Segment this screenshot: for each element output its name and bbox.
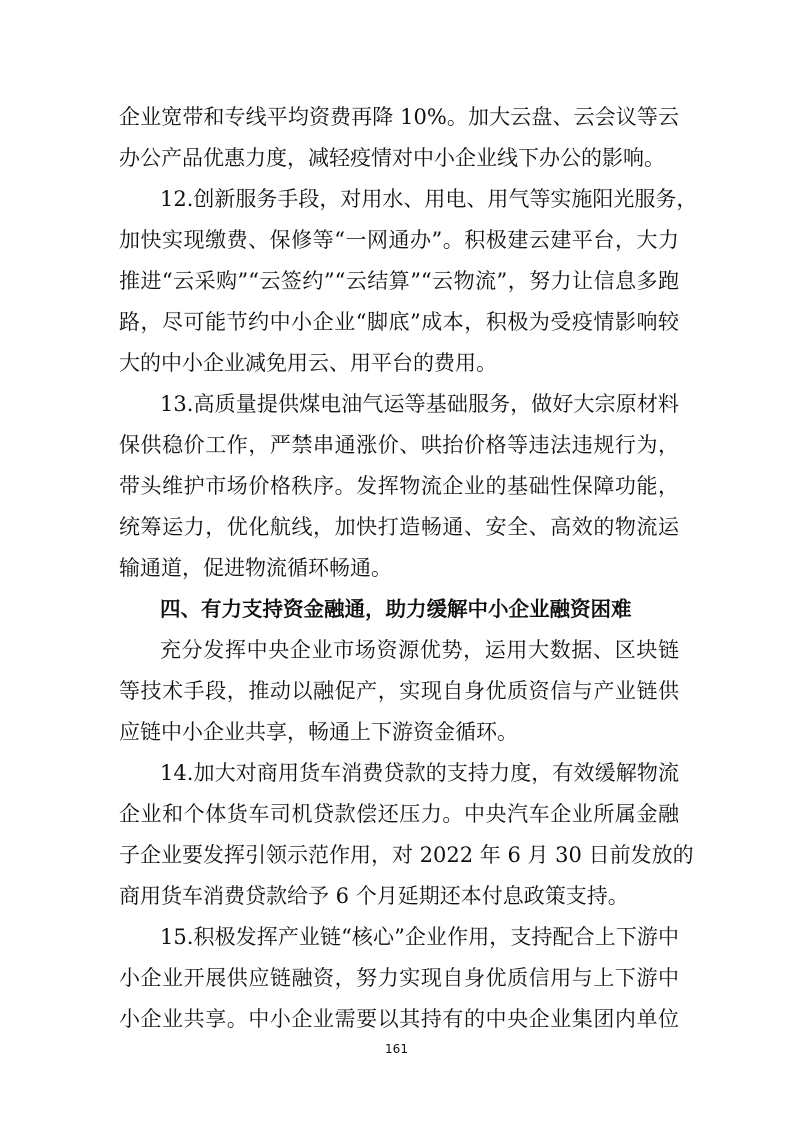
section-heading: 四、有力支持资金融通，助力缓解中小企业融资困难	[160, 597, 632, 621]
body-text-line: 企业宽带和专线平均资费再降 10%。加大云盘、云会议等云	[119, 105, 679, 129]
body-text-line: 小企业共享。中小企业需要以其持有的中央企业集团内单位	[119, 1007, 679, 1031]
body-text-line: 企业和个体货车司机贷款偿还压力。中央汽车企业所属金融	[119, 802, 679, 826]
paragraph-first-line: 充分发挥中央企业市场资源优势，运用大数据、区块链	[160, 638, 679, 662]
body-text-line: 加快实现缴费、保修等“一网通办”。积极建云建平台，大力	[119, 228, 679, 252]
body-text-line: 应链中小企业共享，畅通上下游资金循环。	[119, 720, 518, 744]
body-text-line: 输通道，促进物流循环畅通。	[119, 556, 392, 580]
paragraph-first-line: 15.积极发挥产业链“核心”企业作用，支持配合上下游中	[160, 925, 679, 949]
body-text-line: 统筹运力，优化航线，加快打造畅通、安全、高效的物流运	[119, 515, 679, 539]
body-text-line: 带头维护市场价格秩序。发挥物流企业的基础性保障功能，	[119, 474, 679, 498]
body-text-line: 推进“云采购”“云签约”“云结算”“云物流”，努力让信息多跑	[119, 269, 679, 293]
body-text-line: 商用货车消费贷款给予 6 个月延期还本付息政策支持。	[119, 884, 629, 908]
body-text-line: 保供稳价工作，严禁串通涨价、哄抬价格等违法违规行为，	[119, 433, 679, 457]
paragraph-first-line: 13.高质量提供煤电油气运等基础服务，做好大宗原材料	[160, 392, 679, 416]
body-text-line: 办公产品优惠力度，减轻疫情对中小企业线下办公的影响。	[119, 146, 665, 170]
body-text-line: 子企业要发挥引领示范作用，对 2022 年 6 月 30 日前发放的	[119, 843, 694, 867]
paragraph-first-line: 14.加大对商用货车消费贷款的支持力度，有效缓解物流	[160, 761, 679, 785]
body-text-line: 等技术手段，推动以融促产，实现自身优质资信与产业链供	[119, 679, 679, 703]
body-text-line: 小企业开展供应链融资，努力实现自身优质信用与上下游中	[119, 966, 679, 990]
page-number: 161	[385, 1042, 408, 1056]
body-text-line: 大的中小企业减免用云、用平台的费用。	[119, 351, 497, 375]
body-text-line: 路，尽可能节约中小企业“脚底”成本，积极为受疫情影响较	[119, 310, 679, 334]
paragraph-first-line: 12.创新服务手段，对用水、用电、用气等实施阳光服务，	[160, 187, 698, 211]
